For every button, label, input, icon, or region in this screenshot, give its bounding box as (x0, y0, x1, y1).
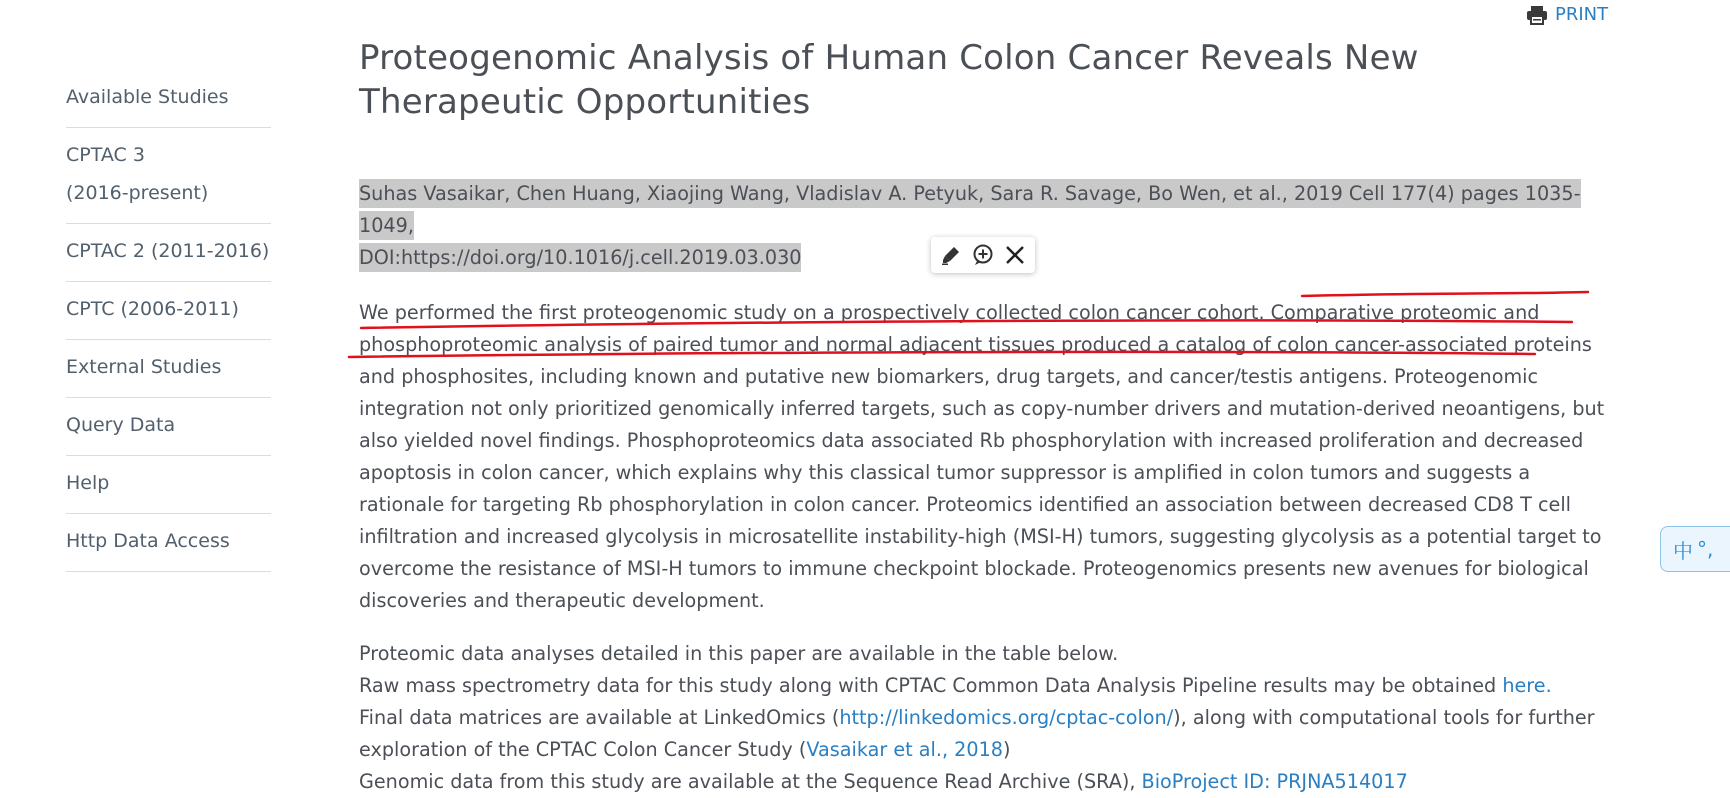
here-link[interactable]: here. (1502, 674, 1552, 697)
sidebar-item-external-studies[interactable] (66, 340, 271, 398)
highlight-button[interactable] (937, 241, 965, 269)
sidebar-item-label: CPTC (2006-2011) (66, 298, 239, 320)
sidebar-item-query-data[interactable] (66, 398, 271, 456)
details-line (359, 702, 1609, 766)
citation-authors-selected: Suhas Vasaikar, Chen Huang, Xiaojing Wang, Vladislav A. Petyuk, Sara R. Savage, Bo Wen, et al., 2019 Cell 177(4) pages 1035-1049, (359, 179, 1581, 240)
sidebar-item-help[interactable] (66, 456, 271, 514)
abstract-text: We performed the first proteogenomic study on a prospectively collected colon cancer cohort. Comparative proteomic and phosphoproteomic analysis of paired tumor and normal adjacent tissues produced a catalog of colon cancer-associated proteins and phosphosites, including known and putative new biomarkers, drug targets, and cancer/testis antigens. Proteogenomic integration not only prioritized genomically inferred targets, such as copy-number drivers and mutation-derived neoantigens, but also yielded novel findings. Phosphoproteomics data associated Rb phosphorylation with increased proliferation and decreased apoptosis in colon cancer, which explains why this classical tumor suppressor is amplified in colon tumors and suggests a rationale for targeting Rb phosphorylation in colon cancer. Proteomics identified an association between decreased CD8 T cell infiltration and increased glycolysis in microsatellite instability-high (MSI-H) tumors, suggesting glycolysis as a potential target to overcome the resistance of MSI-H tumors to immune checkpoint blockade. Proteogenomics presents new avenues for biological discoveries and therapeutic development. (359, 301, 1605, 612)
highlighter-icon (940, 244, 962, 266)
details-line (359, 766, 1609, 798)
printer-icon (1526, 5, 1548, 25)
sidebar-item-cptac2[interactable] (66, 224, 271, 282)
details-text: Final data matrices are available at LinkedOmics ( (359, 706, 840, 729)
sidebar-item-cptc[interactable] (66, 282, 271, 340)
vasaikar-reference-link[interactable]: Vasaikar et al., 2018 (806, 738, 1004, 761)
annotation-toolbar (931, 237, 1035, 273)
page-title: Proteogenomic Analysis of Human Colon Cancer Reveals New Therapeutic Opportunities (359, 38, 1419, 122)
details-text: Genomic data from this study are available at the Sequence Read Archive (SRA), (359, 770, 1142, 793)
close-toolbar-button[interactable] (1001, 241, 1029, 269)
ime-mode-glyph: °, (1697, 537, 1714, 561)
sidebar-item-available-studies[interactable] (66, 70, 271, 128)
ime-language-label: 中 (1673, 538, 1693, 563)
bioproject-link[interactable]: BioProject ID: PRJNA514017 (1141, 770, 1408, 793)
main-content (359, 36, 1609, 798)
sidebar-item-label: CPTAC 2 (2011-2016) (66, 240, 270, 262)
details-text: Raw mass spectrometry data for this study along with CPTAC Common Data Analysis Pipeline results may be obtained (359, 674, 1503, 697)
ime-language-tab[interactable] (1660, 526, 1730, 572)
details-line (359, 670, 1609, 702)
print-label: PRINT (1555, 4, 1609, 25)
data-availability (359, 638, 1609, 798)
details-text: ), along with computational tools for further exploration of the CPTAC Colon Cancer Study ( (359, 706, 1595, 761)
sidebar-item-label: Help (66, 472, 110, 494)
add-comment-icon (971, 243, 995, 267)
sidebar-item-label: (2016-present) (66, 182, 209, 204)
sidebar-nav (66, 70, 271, 572)
sidebar-item-label: External Studies (66, 356, 222, 378)
details-line: Proteomic data analyses detailed in this paper are available in the table below. (359, 642, 1119, 665)
linkedomics-link[interactable]: http://linkedomics.org/cptac-colon/ (839, 706, 1174, 729)
sidebar-item-http-data-access[interactable] (66, 514, 271, 572)
close-icon (1004, 244, 1026, 266)
sidebar-item-label: Http Data Access (66, 530, 230, 552)
sidebar-item-label: Query Data (66, 414, 176, 436)
sidebar-item-cptac3[interactable] (66, 128, 271, 224)
details-text: ) (1003, 738, 1011, 761)
citation-doi-selected: DOI:https://doi.org/10.1016/j.cell.2019.03.030 (359, 243, 801, 272)
print-button[interactable] (1526, 4, 1608, 25)
sidebar-item-label: Available Studies (66, 86, 229, 108)
sidebar-item-label: CPTAC 3 (66, 144, 145, 166)
add-comment-button[interactable] (969, 241, 997, 269)
